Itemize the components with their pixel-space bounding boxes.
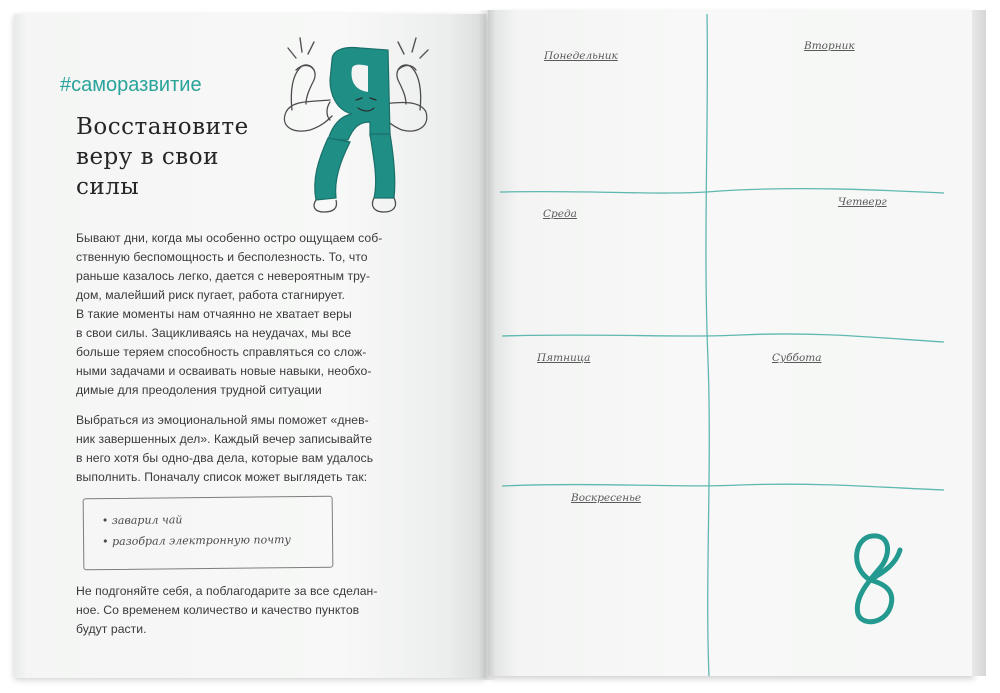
text-line: Бывают дни, когда мы особенно остро ощущаем соб- <box>76 231 383 245</box>
text-line: в него хотя бы одно-два дела, которые вам удалось <box>76 451 374 465</box>
text-line: ными задачами и осваивать новые навыки, необхо- <box>76 364 372 378</box>
text-line: в свои силы. Зацикливаясь на неудачах, мы все <box>76 326 352 340</box>
day-label: Воскресенье <box>571 492 642 504</box>
day-label: Суббота <box>772 352 822 364</box>
day-label: Пятница <box>537 352 591 364</box>
title-line: силы <box>76 174 140 200</box>
text-line: Выбраться из эмоциональной ямы поможет «днев- <box>76 413 369 427</box>
text-line: выполнить. Поначалу список может выглядеть так: <box>76 470 368 484</box>
title-line: веру в свои <box>76 144 219 170</box>
title-line: Восстановите <box>76 114 249 140</box>
text-line: дом, малейший риск пугает, работа стагнирует. <box>76 288 345 302</box>
day-label: Четверг <box>838 196 887 208</box>
text-line: будут расти. <box>76 622 147 636</box>
text-line: раньше казалось легко, дается с невероятным тру- <box>76 269 371 283</box>
text-line: ник завершенных дел». Каждый вечер записывайте <box>76 432 373 446</box>
handwritten-digit-8 <box>840 528 910 628</box>
note-item: • разобрал электронную почту <box>102 533 291 549</box>
text-line: ное. Со временем количество и качество пунктов <box>76 603 360 617</box>
hashtag: #саморазвитие <box>60 74 202 96</box>
day-label: Вторник <box>804 40 855 52</box>
text-line: Не подгоняйте себя, а поблагодарите за все сделан- <box>76 584 378 598</box>
note-item: • заварил чай <box>101 513 183 528</box>
text-line: димые для преодоления трудной ситуации <box>76 383 322 397</box>
text-line: В такие моменты нам отчаянно не хватает веры <box>76 307 352 321</box>
day-label: Понедельник <box>544 50 618 62</box>
text-line: больше теряем способность справляться со слож- <box>76 345 367 359</box>
text-line: ственную беспомощность и бесполезность. То, что <box>76 250 368 264</box>
day-label: Среда <box>543 208 577 220</box>
